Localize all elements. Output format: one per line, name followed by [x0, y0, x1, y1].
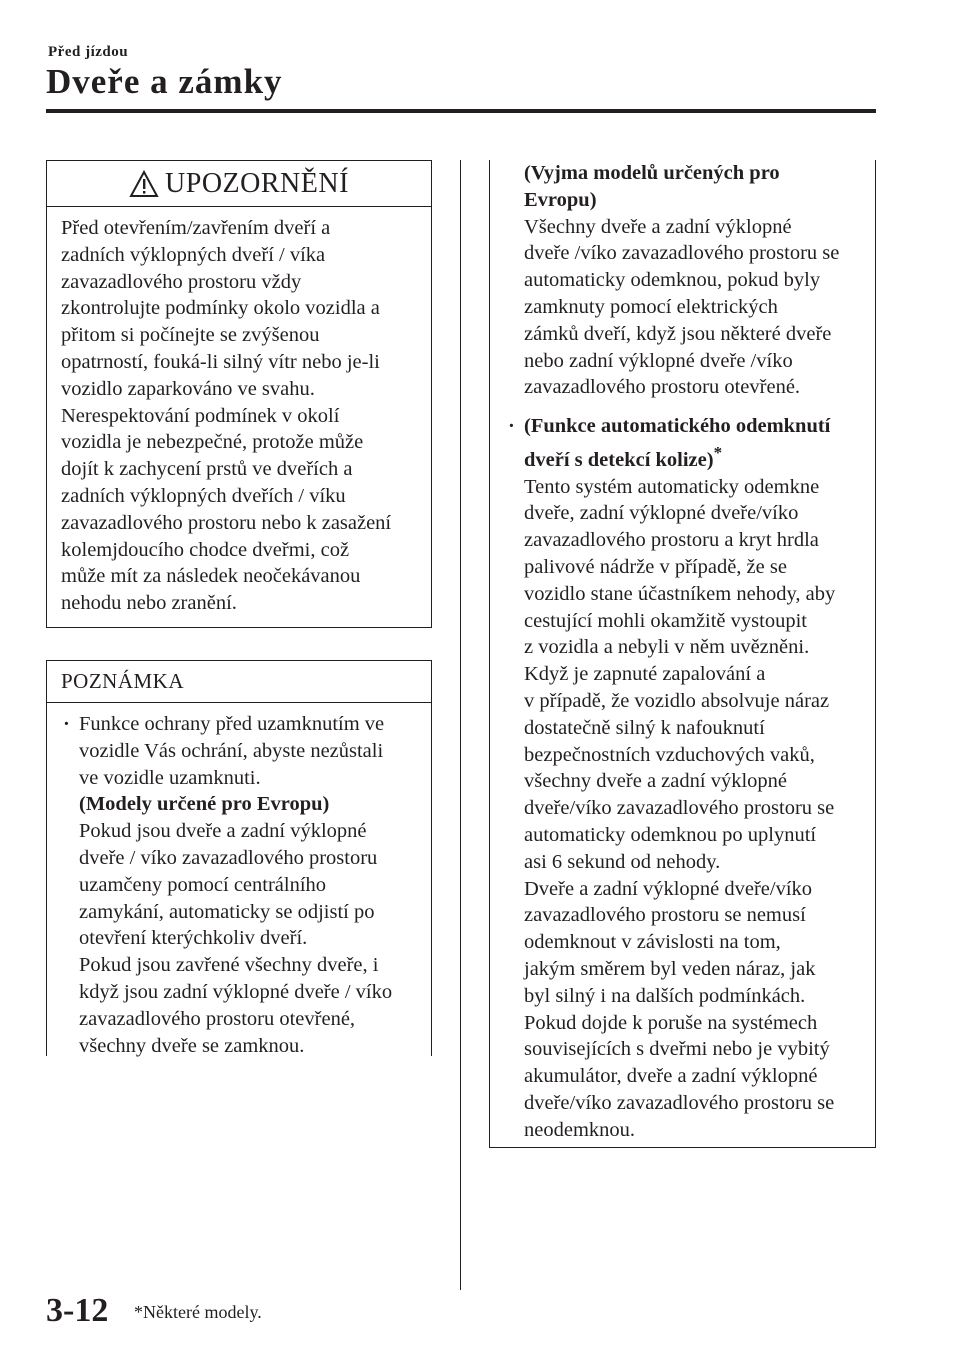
body-line: zavazadlového prostoru a kryt hrdla — [524, 529, 819, 552]
note-box-header — [47, 661, 431, 703]
warning-line: nehodu nebo zranění. — [61, 592, 237, 615]
body-line: automaticky odemknou po uplynutí — [524, 823, 817, 846]
note-line: uzamčeny pomocí centrálního — [79, 873, 327, 896]
right-subhead: Evropu) — [524, 188, 597, 211]
warning-title: UPOZORNĚNÍ — [165, 167, 349, 199]
title-rule — [46, 109, 876, 113]
body-line: neodemknou. — [524, 1118, 636, 1141]
body-line: Pokud dojde k poruše na systémech — [524, 1011, 818, 1034]
note-line: všechny dveře se zamknou. — [79, 1034, 305, 1057]
body-line: Tento systém automaticky odemkne — [524, 475, 820, 498]
warning-line: vozidlo zaparkováno ve svahu. — [61, 377, 315, 400]
note-continuation-body — [490, 160, 875, 1144]
body-line: dveře/víko zavazadlového prostoru se — [524, 1091, 835, 1114]
note-box — [46, 660, 432, 1056]
footnote: *Některé modely. — [134, 1302, 262, 1322]
body-line: dveře, zadní výklopné dveře/víko — [524, 502, 799, 525]
note-line: vozidle Vás ochrání, abyste nezůstali — [79, 739, 384, 762]
note-continuation-box — [489, 160, 876, 1148]
body-line: všechny dveře a zadní výklopné — [524, 770, 787, 793]
europe-exception-block — [506, 160, 865, 401]
bullet-dot: · — [508, 415, 515, 438]
warning-line: zavazadlového prostoru vždy — [61, 270, 302, 293]
note-line: ve vozidle uzamknuti. — [79, 766, 261, 789]
right-line: zavazadlového prostoru otevřené. — [524, 376, 801, 399]
crash-unlock-heading — [524, 440, 865, 474]
note-line: otevření kterýchkoliv dveří. — [79, 927, 308, 950]
body-line: akumulátor, dveře a zadní výklopné — [524, 1065, 818, 1088]
crash-unlock-heading: (Funkce automatického odemknutí — [524, 415, 831, 438]
warning-line: Nerespektování podmínek v okolí — [61, 404, 340, 427]
warning-line: opatrností, fouká-li silný vítr nebo je-li — [61, 350, 380, 373]
warning-line: zadních výklopných dveřích / víku — [61, 484, 346, 507]
page-title: Dveře a zámky — [46, 62, 283, 101]
note-body — [47, 703, 431, 1059]
body-line: souvisejících s dveřmi nebo je vybitý — [524, 1038, 830, 1061]
body-line: zavazadlového prostoru se nemusí — [524, 904, 806, 927]
body-line: v případě, že vozidlo absolvuje náraz — [524, 689, 830, 712]
warning-box — [46, 160, 432, 628]
note-bullet-content — [79, 711, 425, 1059]
warning-line: vozidla je nebezpečné, protože může — [61, 431, 364, 454]
warning-line: může mít za následek neočekávanou — [61, 565, 361, 588]
note-line: zamykání, automaticky se odjistí po — [79, 900, 375, 923]
page-number: 3-12 — [46, 1292, 109, 1329]
warning-triangle-icon — [129, 170, 159, 198]
right-subhead: (Vyjma modelů určených pro — [524, 162, 780, 184]
note-subhead: (Modely určené pro Evropu) — [79, 793, 330, 816]
warning-line: kolemjdoucího chodce dveřmi, což — [61, 538, 350, 561]
crash-unlock-content — [524, 413, 865, 1143]
section-kicker: Před jízdou — [48, 44, 129, 60]
note-line: Pokud jsou dveře a zadní výklopné — [79, 820, 367, 843]
body-line: Když je zapnuté zapalování a — [524, 663, 766, 686]
crash-unlock-bullet-item — [506, 413, 865, 1143]
body-line: palivové nádrže v případě, že se — [524, 555, 787, 578]
note-line: dveře / víko zavazadlového prostoru — [79, 846, 378, 869]
right-line: dveře /víko zavazadlového prostoru se — [524, 242, 840, 265]
note-title: POZNÁMKA — [61, 669, 185, 693]
warning-line: zavazadlového prostoru nebo k zasažení — [61, 511, 392, 534]
body-line: odemknout v závislosti na tom, — [524, 931, 781, 954]
body-line: asi 6 sekund od nehody. — [524, 850, 721, 873]
footnote-mark: * — [713, 442, 723, 462]
right-line: automaticky odemknou, pokud byly — [524, 269, 821, 292]
body-line: Dveře a zadní výklopné dveře/víko — [524, 877, 813, 900]
body-line: jakým směrem byl veden náraz, jak — [524, 957, 816, 980]
body-line: dveře/víko zavazadlového prostoru se — [524, 797, 835, 820]
note-line: když jsou zadní výklopné dveře / víko — [79, 980, 393, 1003]
note-line: Funkce ochrany před uzamknutím ve — [79, 713, 385, 735]
right-line: zámků dveří, když jsou některé dveře — [524, 322, 832, 345]
note-line: Pokud jsou zavřené všechny dveře, i — [79, 954, 379, 977]
body-line: bezpečnostních vzduchových vaků, — [524, 743, 815, 766]
warning-line: zkontrolujte podmínky okolo vozidla a — [61, 297, 380, 320]
warning-body — [47, 207, 431, 617]
crash-unlock-heading-text: dveří s detekcí kolize) — [524, 448, 714, 471]
spacer — [506, 401, 865, 413]
body-line: vozidlo stane účastníkem nehody, aby — [524, 582, 836, 605]
right-line: zamknuty pomocí elektrických — [524, 295, 778, 318]
body-line: cestující mohli okamžitě vystoupit — [524, 609, 807, 632]
body-line: z vozidla a nebyli v něm uvězněni. — [524, 636, 810, 659]
note-bullet-item — [61, 711, 425, 1059]
warning-line: zadních výklopných dveří / víka — [61, 243, 326, 266]
body-line: dostatečně silný k nafouknutí — [524, 716, 765, 739]
note-line: zavazadlového prostoru otevřené, — [79, 1007, 356, 1030]
warning-box-header — [47, 161, 431, 207]
column-divider — [460, 160, 461, 1290]
warning-line: Před otevřením/zavřením dveří a — [61, 217, 331, 239]
bullet-dot: · — [63, 713, 70, 735]
right-line: Všechny dveře a zadní výklopné — [524, 215, 792, 238]
warning-line: dojít k zachycení prstů ve dveřích a — [61, 458, 353, 481]
body-line: byl silný i na dalších podmínkách. — [524, 984, 806, 1007]
warning-line: přitom si počínejte se zvýšenou — [61, 324, 320, 347]
right-line: nebo zadní výklopné dveře /víko — [524, 349, 793, 372]
